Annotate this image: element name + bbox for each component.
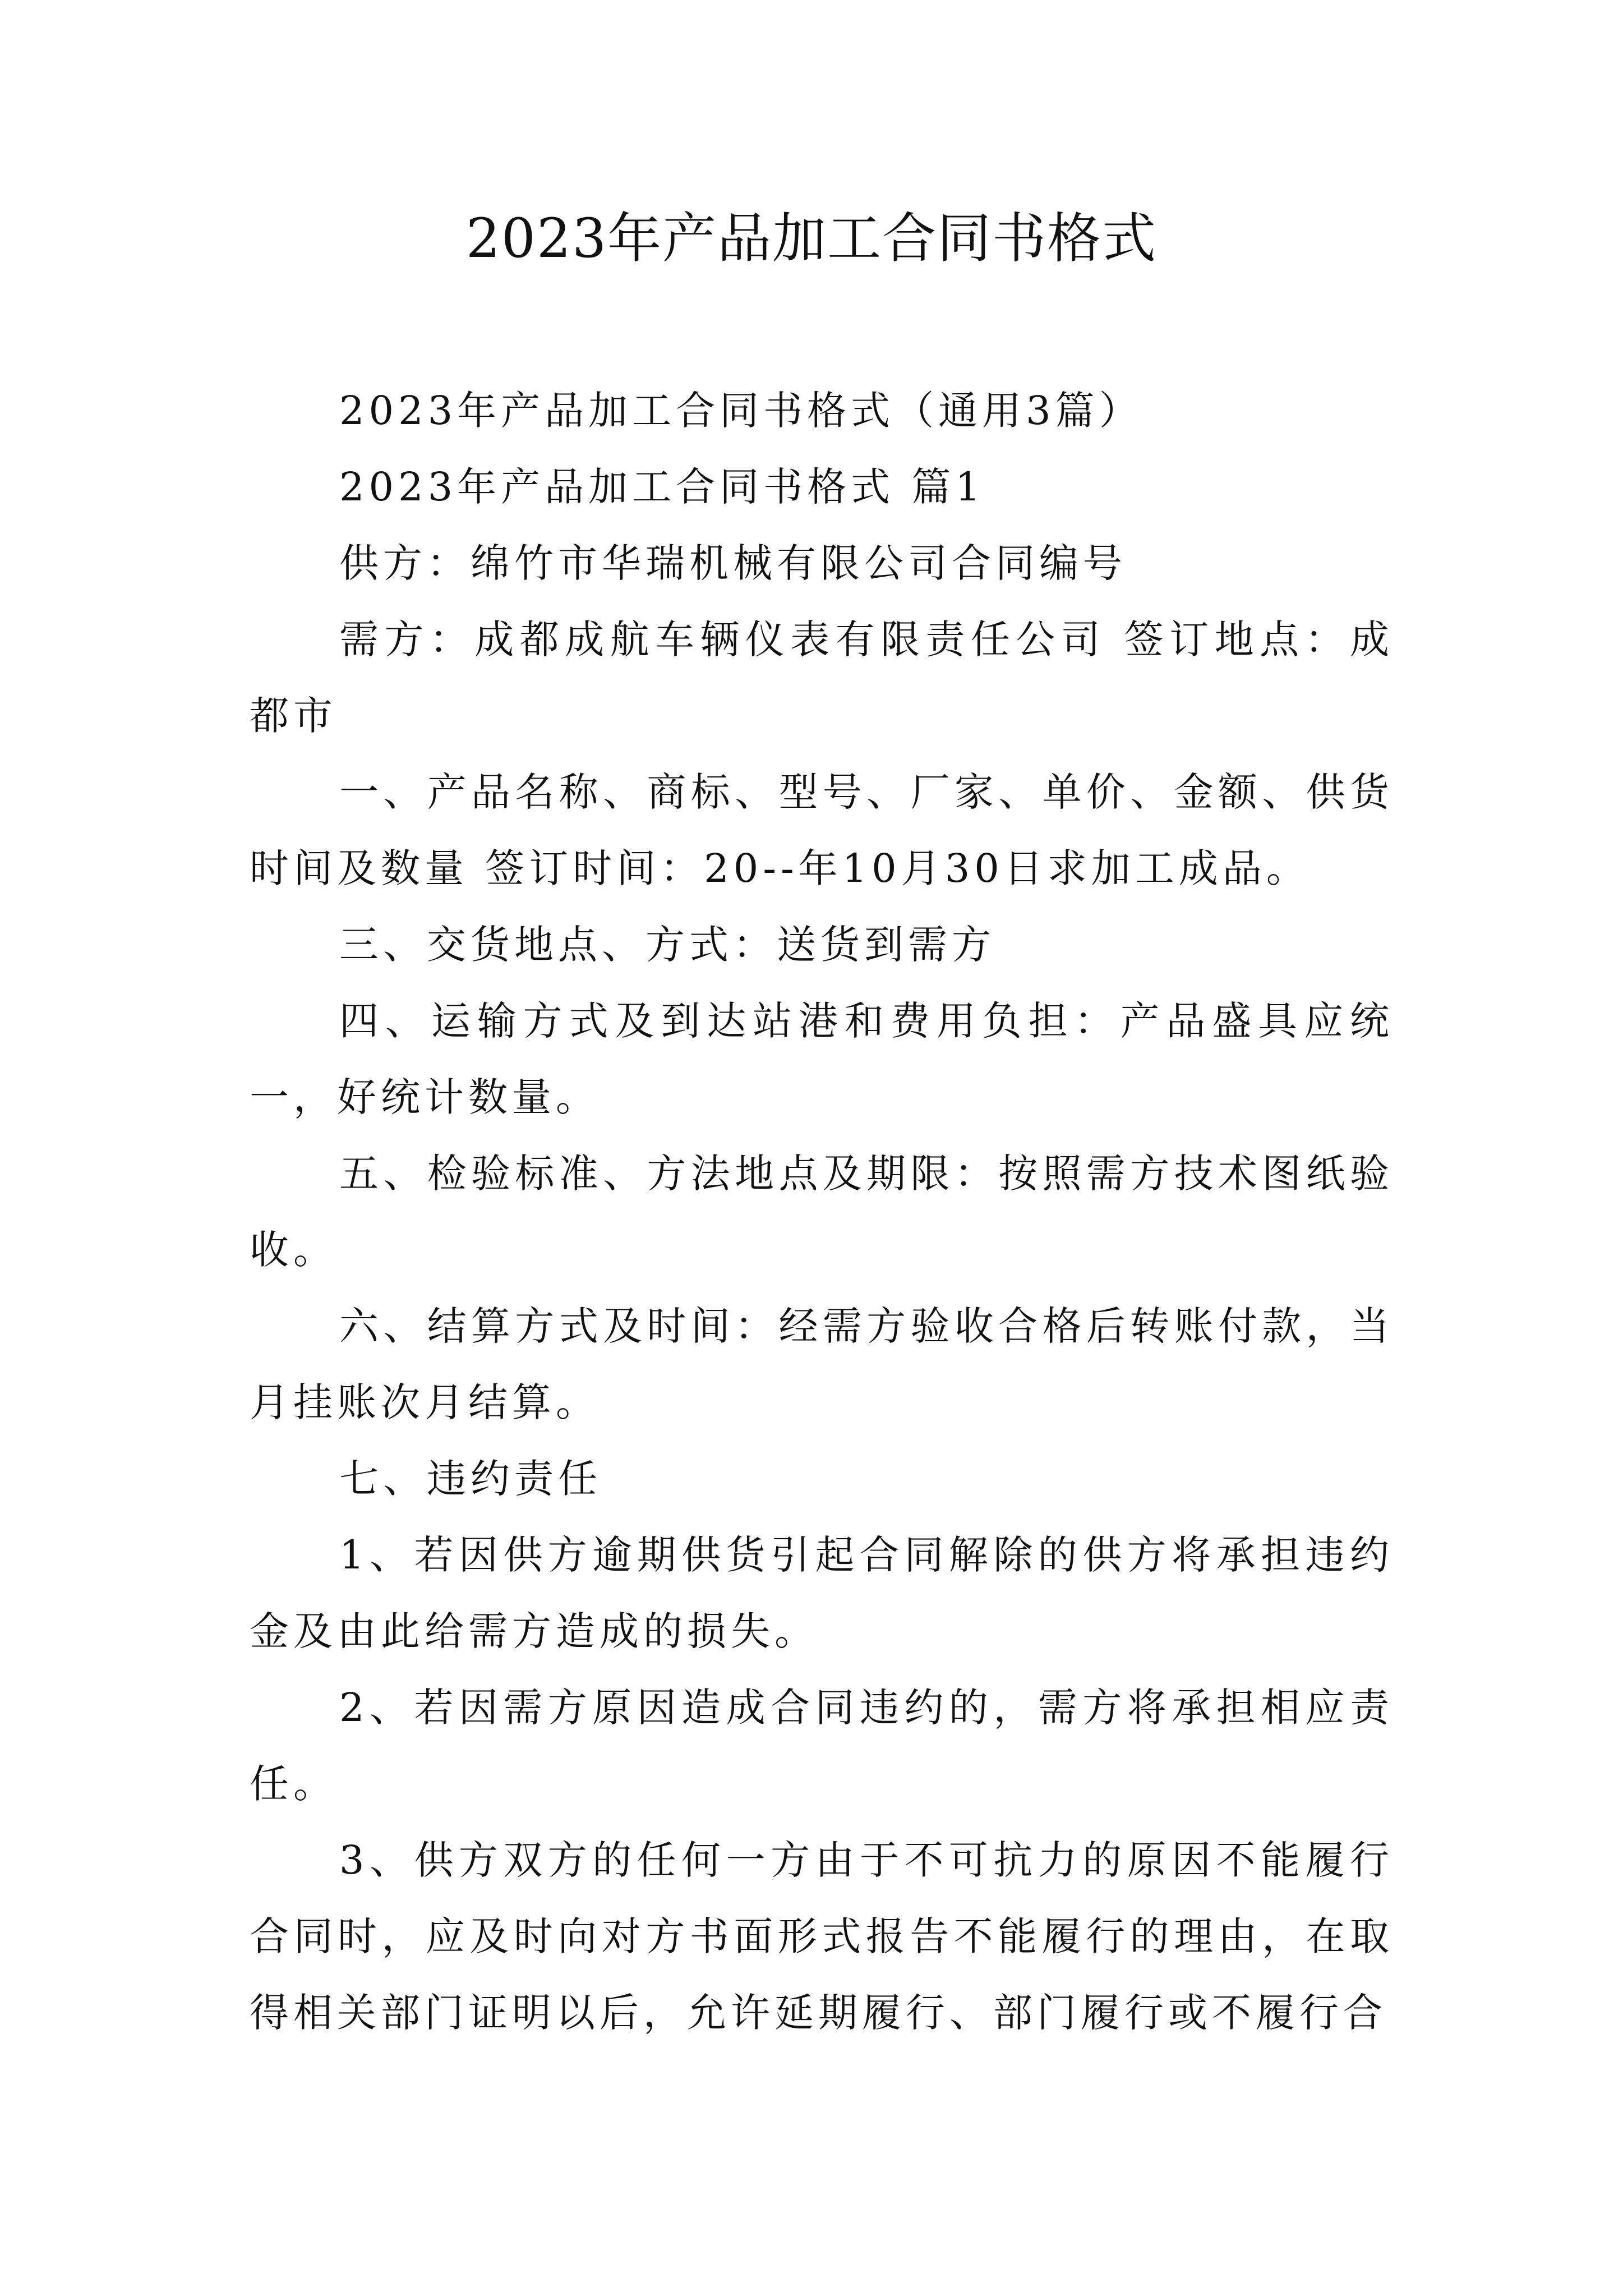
subtitle-paragraph: 2023年产品加工合同书格式（通用3篇） xyxy=(339,388,1143,434)
clause-6-paragraph: 六、结算方式及时间：经需方验收合格后转账付款，当月挂账次月结算。 xyxy=(250,1303,1394,1425)
supplier-paragraph: 供方：绵竹市华瑞机械有限公司合同编号 xyxy=(339,540,1127,586)
section-heading: 2023年产品加工合同书格式 篇1 xyxy=(339,464,985,510)
clause-1-paragraph: 一、产品名称、商标、型号、厂家、单价、金额、供货时间及数量 签订时间：20--年10月30日求加工成品。 xyxy=(250,769,1394,891)
clause-4-paragraph: 四、运输方式及到达站港和费用负担：产品盛具应统一，好统计数量。 xyxy=(250,998,1394,1120)
buyer-paragraph: 需方：成都成航车辆仪表有限责任公司 签订地点：成都市 xyxy=(250,616,1394,739)
liability-item-2: 2、若因需方原因造成合同违约的，需方将承担相应责任。 xyxy=(250,1685,1394,1807)
liability-item-1: 1、若因供方逾期供货引起合同解除的供方将承担违约金及由此给需方造成的损失。 xyxy=(250,1532,1394,1654)
clause-3-paragraph: 三、交货地点、方式：送货到需方 xyxy=(339,922,995,968)
document-body xyxy=(250,372,1394,2051)
clause-7-heading: 七、违约责任 xyxy=(339,1456,602,1502)
clause-5-paragraph: 五、检验标准、方法地点及期限：按照需方技术图纸验收。 xyxy=(250,1151,1394,1273)
liability-item-3: 3、供方双方的任何一方由于不可抗力的原因不能履行合同时，应及时向对方书面形式报告不能履行的理由，在取得相关部门证明以后，允许延期履行、部门履行或不履行合 xyxy=(250,1837,1394,2036)
document-title: 2023年产品加工合同书格式 xyxy=(465,207,1158,270)
